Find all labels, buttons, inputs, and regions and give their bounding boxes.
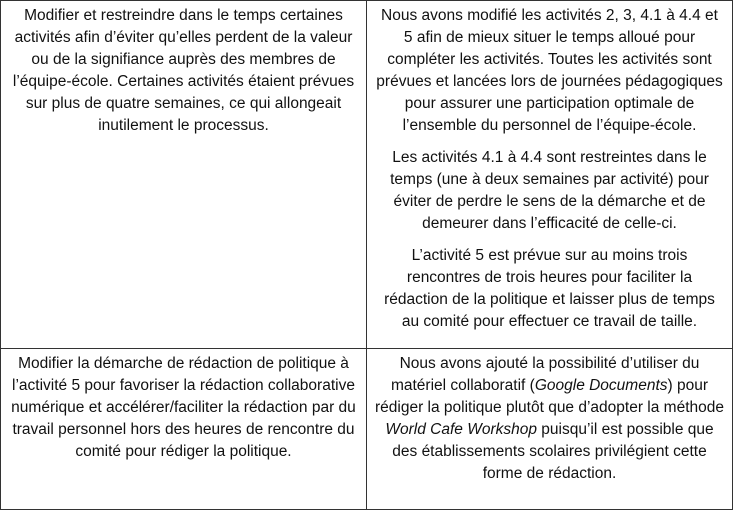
text-span: Nous avons ajouté la possibilité d’utiliser du matériel collaboratif ( xyxy=(390,355,700,394)
italic-term: Google Documents xyxy=(534,377,668,394)
table-row xyxy=(1,349,733,510)
table-cell-modification xyxy=(1,1,367,349)
cell-paragraph xyxy=(375,353,724,485)
italic-term: World Cafe Workshop xyxy=(385,421,537,438)
table-row xyxy=(1,1,733,349)
cell-text: Modifier et restreindre dans le temps certaines activités afin d’éviter qu’elles perdent de la valeur ou de la signifiance auprès des membres de l’équipe-école. Certaines activités étaient prévues sur plus de quatre semaines, ce qui allongeait inutilement le processus. xyxy=(12,7,355,134)
cell-paragraph: Nous avons modifié les activités 2, 3, 4.1 à 4.4 et 5 afin de mieux situer le temps alloué pour compléter les activités. Toutes les activités sont prévues et lancées lors de journées pédagogiques pour assurer une participation optimale de l’ensemble du personnel de l’équipe-école. xyxy=(376,7,723,134)
table-cell-action xyxy=(367,349,733,510)
cell-text: Modifier la démarche de rédaction de politique à l’activité 5 pour favoriser la rédaction collaborative numérique et accélérer/faciliter la rédaction par du travail personnel hors des heures de rencontre du comité pour rédiger la politique. xyxy=(11,355,356,460)
text-span: ) pour rédiger la politique plutôt que d’adopter la méthode xyxy=(375,377,724,416)
table-cell-modification xyxy=(1,349,367,510)
cell-paragraph: L’activité 5 est prévue sur au moins trois rencontres de trois heures pour faciliter la rédaction de la politique et laisser plus de temps au comité pour effectuer ce travail de taille. xyxy=(384,247,715,330)
table-cell-action xyxy=(367,1,733,349)
cell-paragraph: Les activités 4.1 à 4.4 sont restreintes dans le temps (une à deux semaines par activité) pour éviter de perdre le sens de la démarche et de demeurer dans l’efficacité de celle-ci. xyxy=(390,149,709,232)
text-span: puisqu’il est possible que des établissements scolaires privilégient cette forme de rédaction. xyxy=(392,421,714,482)
